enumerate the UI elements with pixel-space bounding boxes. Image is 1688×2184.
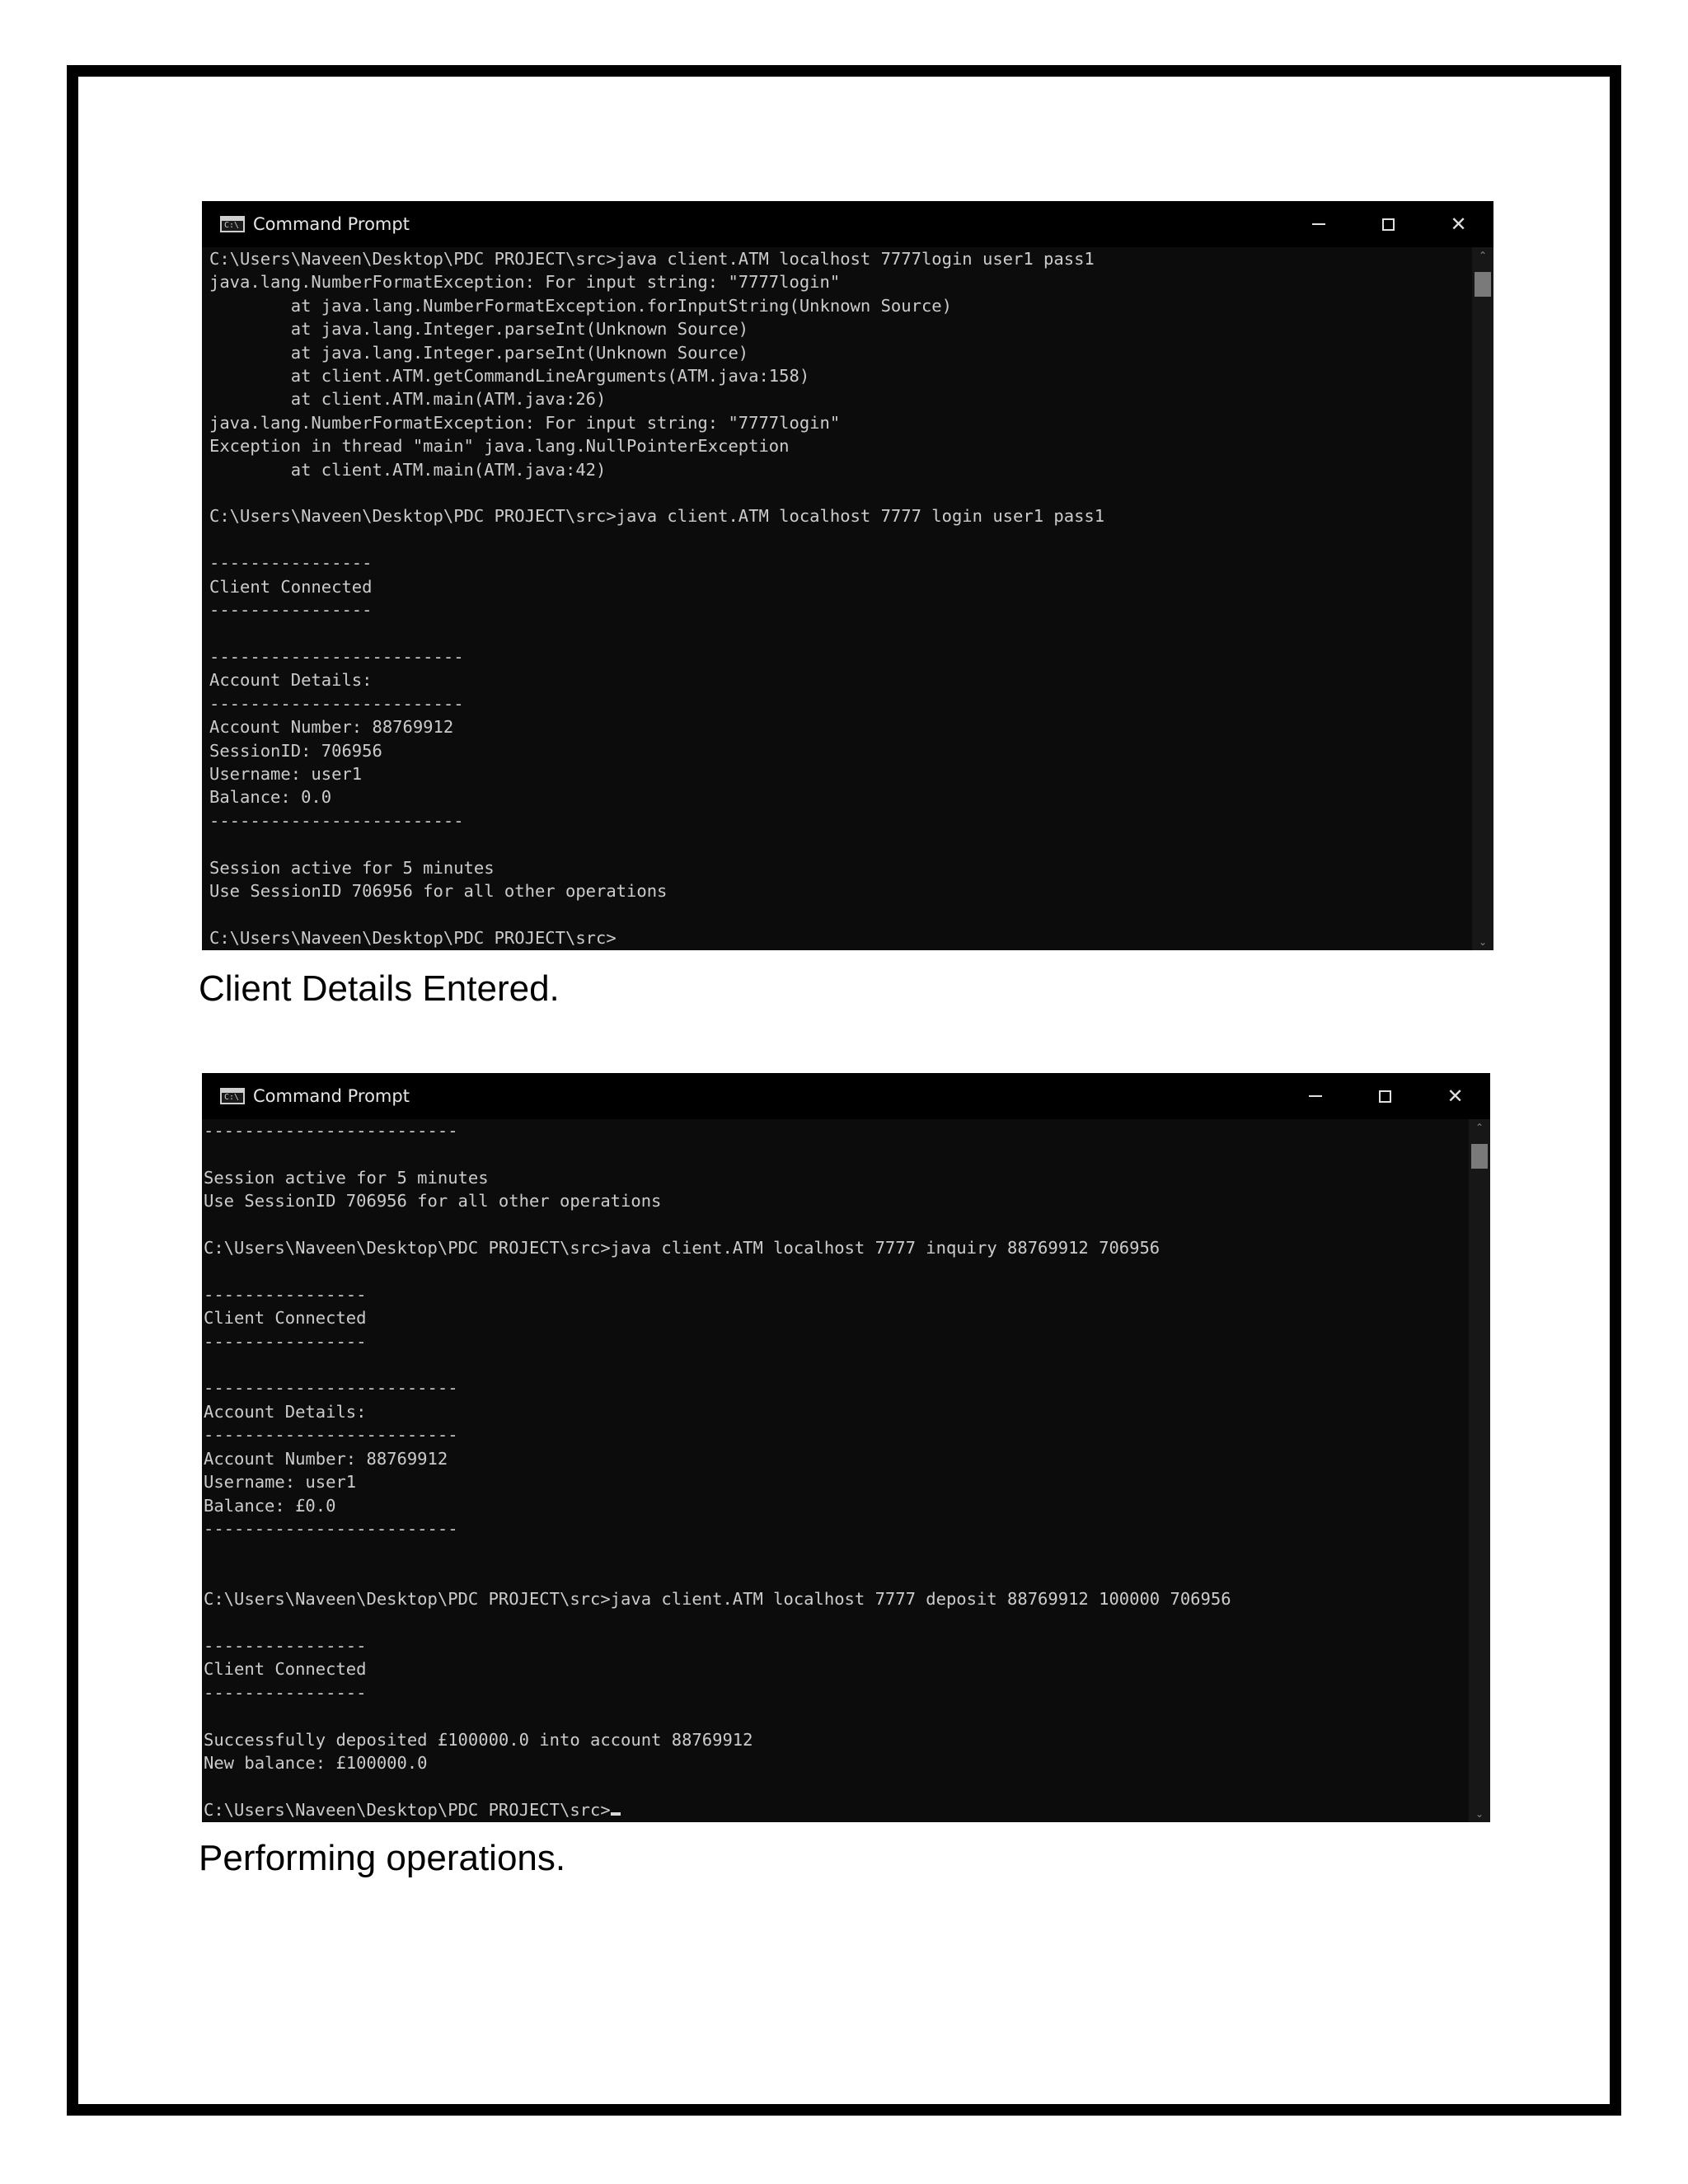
title-bar[interactable] [202,1073,1490,1119]
console-line: Use SessionID 706956 for all other operations [209,880,668,901]
vertical-scrollbar[interactable] [1469,1119,1490,1822]
console-output[interactable] [209,247,1469,950]
scroll-up-icon[interactable]: ⌃ [1478,250,1488,261]
console-line: at client.ATM.main(ATM.java:26) [209,389,607,410]
console-line: Client Connected [209,576,373,597]
console-line: ------------------------- [209,646,464,667]
window-controls [1283,201,1493,247]
title-bar[interactable] [202,201,1493,247]
console-line: Account Details: [209,670,373,691]
console-line: Account Details: [204,1401,367,1422]
console-line: Session active for 5 minutes [209,857,495,878]
console-line: Use SessionID 706956 for all other operations [204,1191,662,1212]
scroll-thumb[interactable] [1475,272,1491,297]
figure-caption: Performing operations. [199,1838,566,1878]
console-line: C:\Users\Naveen\Desktop\PDC PROJECT\src>java client.ATM localhost 7777 deposit 88769912 100000 706956 [204,1589,1231,1610]
scroll-down-icon[interactable]: ⌄ [1475,1808,1484,1820]
cmd-icon: C:\ [220,1088,245,1104]
console-line: Exception in thread "main" java.lang.NullPointerException [209,436,790,457]
console-line: C:\Users\Naveen\Desktop\PDC PROJECT\src> [209,927,617,948]
console-output[interactable] [204,1119,1465,1822]
figure-caption: Client Details Entered. [199,968,560,1009]
scroll-thumb[interactable] [1471,1144,1488,1169]
console-line: SessionID: 706956 [209,740,382,761]
console-line: Balance: 0.0 [209,787,332,808]
minimize-icon[interactable] [1283,201,1353,247]
console-line: ------------------------- [204,1121,458,1141]
console-line: ------------------------- [204,1518,458,1539]
close-icon[interactable]: ✕ [1447,1085,1464,1108]
command-prompt-window-1[interactable] [202,201,1493,950]
close-icon[interactable]: ✕ [1450,213,1467,236]
console-line: ---------------- [204,1682,367,1703]
console-line: ---------------- [209,600,373,621]
console-line: Username: user1 [209,763,363,784]
minimize-icon[interactable] [1280,1073,1350,1119]
console-line: ------------------------- [204,1378,458,1399]
window-title: Command Prompt [253,1086,410,1106]
console-line: Session active for 5 minutes [204,1167,489,1188]
console-line: ------------------------- [209,693,464,714]
window-title: Command Prompt [253,214,410,234]
console-line: C:\Users\Naveen\Desktop\PDC PROJECT\src> [204,1799,611,1820]
command-prompt-window-2[interactable] [202,1073,1490,1822]
console-line: at client.ATM.main(ATM.java:42) [209,459,607,480]
console-line: ------------------------- [204,1425,458,1446]
console-line: at java.lang.Integer.parseInt(Unknown Source) [209,319,749,340]
console-line: ---------------- [204,1331,367,1352]
console-line: ---------------- [209,553,373,574]
console-line: java.lang.NumberFormatException: For input string: "7777login" [209,272,841,293]
console-line: at client.ATM.getCommandLineArguments(ATM.java:158) [209,366,810,387]
console-line: ------------------------- [209,810,464,831]
console-line: Username: user1 [204,1472,357,1493]
console-line: C:\Users\Naveen\Desktop\PDC PROJECT\src>java client.ATM localhost 7777 inquiry 88769912 706956 [204,1238,1160,1258]
console-line: New balance: £100000.0 [204,1752,428,1773]
window-controls [1280,1073,1490,1119]
console-line: java.lang.NumberFormatException: For input string: "7777login" [209,412,841,433]
console-line: Client Connected [204,1659,367,1680]
console-line: Account Number: 88769912 [209,717,454,738]
scroll-down-icon[interactable]: ⌄ [1478,936,1488,948]
text-cursor [611,1812,621,1816]
console-line: Client Connected [204,1308,367,1329]
console-line: ---------------- [204,1635,367,1656]
cmd-icon: C:\ [220,216,245,232]
console-line: at java.lang.NumberFormatException.forInputString(Unknown Source) [209,295,952,316]
maximize-icon[interactable] [1350,1073,1420,1119]
console-line: C:\Users\Naveen\Desktop\PDC PROJECT\src>java client.ATM localhost 7777login user1 pass1 [209,249,1095,269]
scroll-up-icon[interactable]: ⌃ [1475,1122,1484,1133]
console-line: ---------------- [204,1284,367,1305]
console-line: Successfully deposited £100000.0 into account 88769912 [204,1729,753,1750]
console-line: at java.lang.Integer.parseInt(Unknown Source) [209,342,749,363]
vertical-scrollbar[interactable] [1472,247,1493,950]
console-line: C:\Users\Naveen\Desktop\PDC PROJECT\src>java client.ATM localhost 7777 login user1 pass1 [209,506,1105,527]
console-line: Account Number: 88769912 [204,1448,448,1469]
maximize-icon[interactable] [1353,201,1423,247]
console-line: Balance: £0.0 [204,1495,336,1516]
